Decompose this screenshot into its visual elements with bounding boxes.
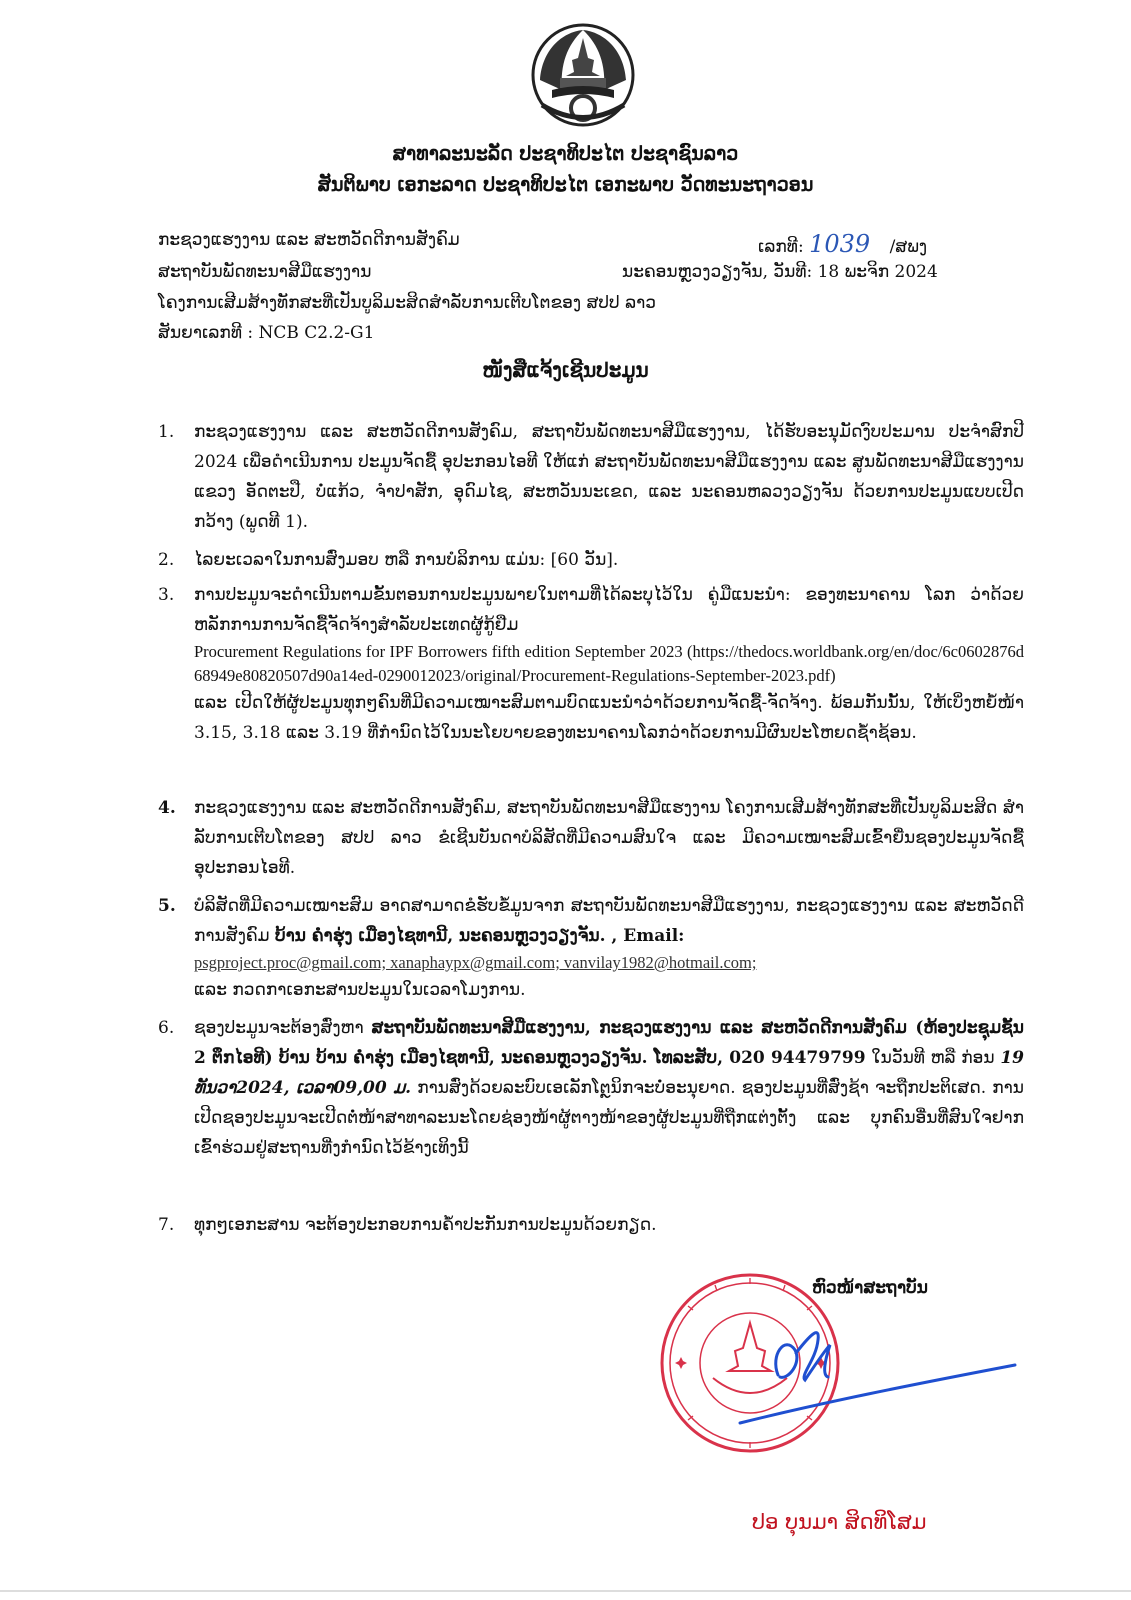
signatory-title: ຫົວໜ້າສະຖາບັນ bbox=[812, 1278, 928, 1298]
item-number: 3. bbox=[158, 585, 175, 605]
project-name: ໂຄງການເສີມສ້າງທັກສະທີ່ເປັນບູລິມະສິດສໍາລັບການເຕີບໂຕຂອງ ສປປ ລາວ bbox=[158, 293, 657, 313]
item-text-part: ແລະ ກວດກາເອກະສານປະມູນໃນເວລາໂມງການ. bbox=[194, 980, 526, 1000]
item-text-part: ການສົ່ງດ້ວຍລະບົບເອເລັກໂຕຼນິກຈະບໍ່ອະນຸຍາດ. ຊອງປະມູນທີ່ສົ່ງຊ້າ ຈະຖືກປະຕິເສດ. ການເປີດຊອງປະມູນຈະເປີດຕໍ່ໜ້າສາທາລະນະໂດຍຊ່ອງໜ້າຜູ້ຕາງໜ້າຂອງຜູ້ປະມູນທີ່ຖືກແຕ່ງຕັ້ງ ແລະ ບຸກຄົນອື່ນທີ່ສົນໃຈຢາກເຂົ້າຮ່ວມຢູ່ສະຖານທີ່ງກໍານົດໄວ້ຂ້າງເທິງນີ້ bbox=[194, 1078, 1024, 1158]
item-number: 6. bbox=[158, 1018, 175, 1038]
signatory-name: ປອ ບຸນມາ ສິດທິໂສມ bbox=[752, 1510, 927, 1534]
handwritten-number: 1039 bbox=[809, 230, 871, 258]
item-text: ທຸກໆເອກະສານ ຈະຕ້ອງປະກອບການຄໍ້າປະກັນການປະມູນດ້ວຍກຽດ. bbox=[194, 1215, 657, 1235]
email-links[interactable]: psgproject.proc@gmail.com; xanaphaypx@gmail.com; vanvilay1982@hotmail.com; bbox=[194, 953, 757, 972]
regulation-reference: Procurement Regulations for IPF Borrowers fifth edition September 2023 (https://thedocs.worldbank.org/en/doc/6c0602876d68949e80820507d90a14ed-0290012023/original/Procurement-Regulations-September-2023.pdf) bbox=[194, 642, 1024, 685]
reference-suffix: /ສພງ bbox=[889, 237, 928, 257]
item-text-part: ແລະ ເປີດໃຫ້ຜູ້ປະມູນທຸກໆຄົນທີ່ມີຄວາມເໝາະສົມຕາມບົດແນະນໍາວ່າດ້ວຍການຈັດຊື້-ຈັດຈ້າງ. ພ້ອມກັນນັ້ນ, ໃຫ້ເບິ່ງຫຍໍ້ໜ້າ 3.15, 3.18 ແລະ 3.19 ທີ່ກໍານົດໄວ້ໃນນະໂຍບາຍຂອງທະນາຄານໂລກວ່າດ້ວຍການມີຜົນປະໂຫຍດຊໍ້າຊ້ອນ. bbox=[194, 693, 1024, 743]
item-text-part: ໃນວັນທີ ຫລື ກ່ອນ bbox=[871, 1048, 1001, 1068]
item-number: 1. bbox=[158, 422, 175, 442]
item-text bbox=[194, 1013, 1024, 1163]
reference-number-label: ເລກທີ: bbox=[758, 237, 804, 257]
item-text-part: ບໍລິສັດທີ່ມີຄວາມເໝາະສົມ ອາດສາມາດຂໍຮັບຂໍ້ມູນຈາກ ສະຖາບັນພັດທະນາສີມືແຮງງານ, ກະຊວງແຮງງານ ແລະ ສະຫວັດດີການສັງຄົມ bbox=[194, 896, 1024, 946]
item-number: 5. bbox=[158, 896, 176, 916]
item-text-part: ຊອງປະມູນຈະຕ້ອງສົ່ງຫາ bbox=[194, 1018, 372, 1038]
list-item bbox=[158, 793, 1024, 883]
handwritten-signature-icon bbox=[730, 1305, 1030, 1445]
list-item bbox=[158, 545, 1024, 575]
item-text-part: ສະຖາບັນພັດທະນາສີມືແຮງງານ, ກະຊວງແຮງງານ ແລະ ສະຫວັດດີການສັງຄົມ (ຫ້ອງປະຊຸມຊັ້ນ 2 ຕຶກໄອທີ) ບ້ານ ບ້ານ ຄໍາຮຸ່ງ ເມືອງໄຊທານີ, ນະຄອນຫຼວງວຽງຈັນ. ໂທລະສັບ, 020 94479799 bbox=[194, 1018, 1024, 1068]
list-item bbox=[158, 1210, 1024, 1240]
institute-name: ສະຖາບັນພັດທະນາສີມືແຮງງານ bbox=[158, 262, 372, 282]
country-name: ສາທາລະນະລັດ ປະຊາທິປະໄຕ ປະຊາຊົນລາວ bbox=[392, 143, 739, 165]
contract-number: ສັນຍາເລກທີ : NCB C2.2-G1 bbox=[158, 323, 375, 343]
item-text-part: ບ້ານ ຄໍາຮຸ່ງ ເມືອງໄຊທານີ, ນະຄອນຫຼວງວຽງຈັນ. , Email: bbox=[274, 926, 685, 946]
reference-number bbox=[758, 230, 927, 258]
list-item bbox=[158, 580, 1024, 748]
item-number: 2. bbox=[158, 550, 175, 570]
ministry-name: ກະຊວງແຮງງານ ແລະ ສະຫວັດດີການສັງຄົມ bbox=[158, 230, 460, 250]
deadline: 19 ທັນວາ2024, ເວລາ09,00 ມ. bbox=[194, 1048, 1025, 1098]
document-title: ໜັງສືແຈ້ງເຊີນປະມູນ bbox=[482, 358, 649, 382]
item-text bbox=[194, 891, 1024, 1005]
item-number: 7. bbox=[158, 1215, 175, 1235]
place-date: ນະຄອນຫຼວງວຽງຈັນ, ວັນທີ: 18 ພະຈິກ 2024 bbox=[622, 262, 938, 282]
list-item bbox=[158, 1013, 1024, 1163]
list-item bbox=[158, 891, 1024, 1005]
item-text: ກະຊວງແຮງງານ ແລະ ສະຫວັດດີການສັງຄົມ, ສະຖາບັນພັດທະນາສີມືແຮງງານ, ໄດ້ຮັບອະນຸມັດງົບປະມານ ປະຈໍາສົກປີ 2024 ເພື່ອດໍາເນີນການ ປະມູນຈັດຊື້ ອຸປະກອນໄອທີ ໃຫ້ແກ່ ສະຖາບັນພັດທະນາສີມືແຮງງານ ແລະ ສູນພັດທະນາສີມືແຮງງານແຂວງ ອັດຕະປື, ບໍ່ແກ້ວ, ຈໍາປາສັກ, ອຸດົມໄຊ, ສະຫວັນນະເຂດ, ແລະ ນະຄອນຫລວງວຽງຈັນ ດ້ວຍການປະມູນແບບເປີດກວ້າງ (ພູດທີ 1). bbox=[194, 422, 1024, 532]
national-emblem-icon bbox=[522, 20, 644, 130]
item-number: 4. bbox=[158, 798, 176, 818]
item-text: ກະຊວງແຮງງານ ແລະ ສະຫວັດດີການສັງຄົມ, ສະຖາບັນພັດທະນາສີມືແຮງງານ ໂຄງການເສີມສ້າງທັກສະທີ່ເປັນບູລິມະສິດ ສໍາລັບການເຕີບໂຕຂອງ ສປປ ລາວ ຂໍເຊີນບັນດາບໍລິສັດທີ່ມີຄວາມສົນໃຈ ແລະ ມີຄວາມເໝາະສົມເຂົ້າຍື່ນຊອງປະມູນຈັດຊື້ ອຸປະກອນໄອທີ. bbox=[194, 798, 1024, 878]
item-text-part: ການປະມູນຈະດໍາເນີນຕາມຂັ້ນຕອນການປະມູນພາຍໃນຕາມທີ່ໄດ້ລະບຸໄວ້ໃນ ຄູ່ມືແນະນໍາ: ຂອງທະນາຄານ ໂລກ ວ່າດ້ວຍ ຫລັກການການຈັດຊື້ຈັດຈ້າງສໍາລັບປະເທດຜູ້ກູ້ຢືມ bbox=[194, 585, 1024, 635]
national-motto: ສັນຕິພາບ ເອກະລາດ ປະຊາທິປະໄຕ ເອກະພາບ ວັດທະນະຖາວອນ bbox=[317, 174, 814, 196]
list-item bbox=[158, 417, 1024, 537]
page-edge bbox=[0, 1590, 1131, 1592]
item-text: ໄລຍະເວລາໃນການສົ່ງມອບ ຫລື ການບໍລິການ ແມ່ນ: [60 ວັນ]. bbox=[194, 550, 619, 570]
item-text bbox=[194, 580, 1024, 748]
